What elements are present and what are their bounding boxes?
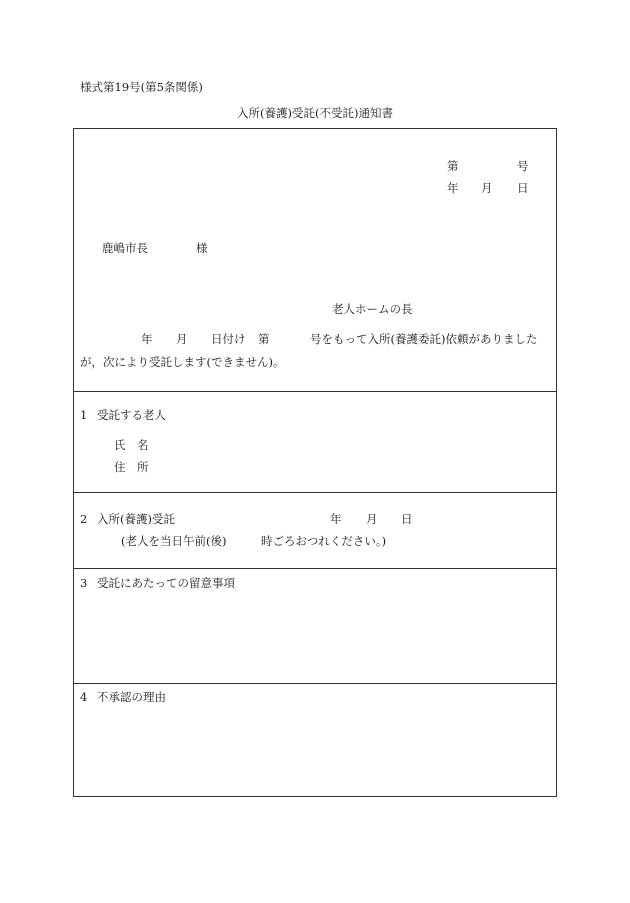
section-2-month: 月 bbox=[366, 512, 378, 526]
section-1-number: 1 bbox=[80, 408, 88, 422]
section-3-title: 受託にあたっての留意事項 bbox=[97, 576, 235, 590]
address-label: 住 所 bbox=[114, 460, 149, 474]
doc-number-go: 号 bbox=[517, 159, 529, 173]
section-3-number: 3 bbox=[80, 576, 88, 590]
date-month-label: 月 bbox=[481, 181, 493, 195]
section-2-note-prefix: (老人を当日午前(後) bbox=[121, 534, 227, 548]
doc-number-dai: 第 bbox=[447, 159, 459, 173]
section-2-note-suffix: 時ごろおつれください。) bbox=[261, 534, 387, 548]
addressee-name: 鹿嶋市長 bbox=[102, 241, 148, 255]
date-day-label: 日 bbox=[517, 181, 529, 195]
section-1-title: 受託する老人 bbox=[97, 408, 166, 422]
section-2-number: 2 bbox=[80, 512, 88, 526]
body-line1-rest: 号をもって入所(養護委託)依頼がありました bbox=[310, 332, 538, 346]
divider-section-2 bbox=[73, 492, 557, 493]
form-number: 様式第19号(第5条関係) bbox=[80, 80, 203, 94]
section-4-title: 不承認の理由 bbox=[97, 690, 166, 704]
divider-section-4 bbox=[73, 683, 557, 684]
sender-title: 老人ホームの長 bbox=[332, 302, 413, 316]
document-title: 入所(養護)受託(不受託)通知書 bbox=[237, 106, 393, 120]
section-2-day: 日 bbox=[401, 512, 413, 526]
section-2-year: 年 bbox=[330, 512, 342, 526]
body-line2: が，次により受託します(できません)。 bbox=[80, 355, 285, 369]
section-2-title: 入所(養護)受託 bbox=[97, 512, 175, 526]
date-year-label: 年 bbox=[447, 181, 459, 195]
body-year: 年 bbox=[141, 332, 153, 346]
body-dated: 日付け bbox=[211, 332, 246, 346]
divider-section-3 bbox=[73, 568, 557, 569]
section-4-number: 4 bbox=[80, 690, 88, 704]
body-dai: 第 bbox=[258, 332, 270, 346]
divider-section-1 bbox=[73, 391, 557, 392]
body-month: 月 bbox=[176, 332, 188, 346]
addressee-honorific: 様 bbox=[196, 241, 208, 255]
name-label: 氏 名 bbox=[114, 438, 149, 452]
